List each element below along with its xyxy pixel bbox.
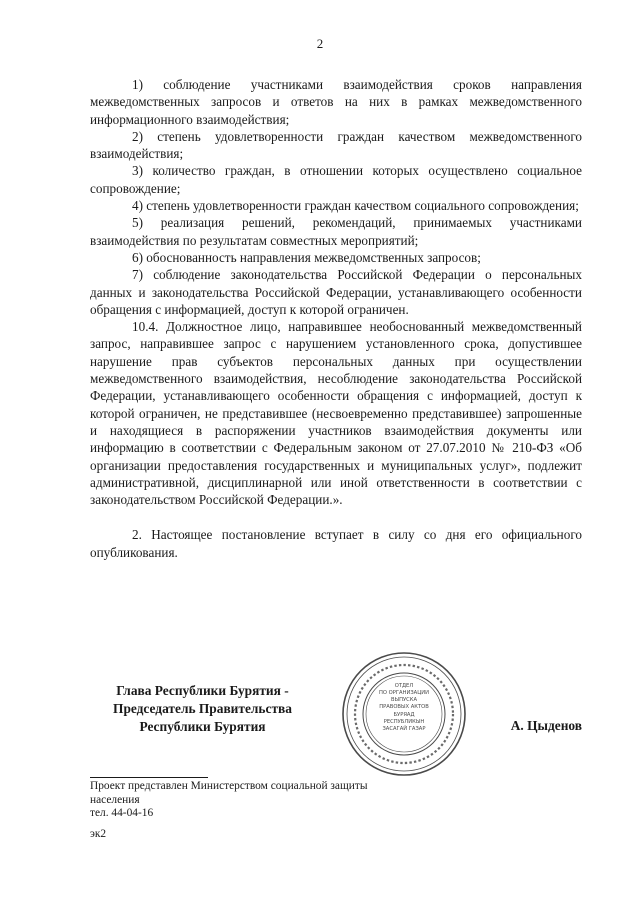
footnote — [90, 780, 430, 821]
official-seal — [338, 650, 470, 778]
signatory-title-line: Республики Бурятия — [139, 719, 266, 734]
paragraph-item-6: 6) обоснованность направления межведомственных запросов; — [132, 249, 481, 265]
paragraph-item-4: 4) степень удовлетворенности граждан качеством социального сопровождения; — [132, 198, 579, 214]
seal-text: ПРАВОВЫХ АКТОВ — [379, 704, 429, 710]
seal-text: ОТДЕЛ — [394, 683, 414, 689]
footnote-line: Проект представлен Министерством социальной защиты — [90, 780, 368, 792]
paragraph-item-2: 2) степень удовлетворенности граждан качеством межведомственного взаимодействия; — [90, 128, 582, 162]
paragraph-item-1: 1) соблюдение участниками взаимодействия сроков направления межведомственных запросов и ответов на них в рамках межведомственного информационного взаимодействия; — [90, 77, 582, 127]
footnote-divider — [90, 777, 208, 778]
seal-text: ЗАСАГАЙ ГАЗАР — [382, 726, 426, 732]
seal-text: РЕСПУБЛИКЫН — [383, 719, 425, 725]
paragraph-item-7: 7) соблюдение законодательства Российской Федерации о персональных данных и законодательства Российской Федерации, устанавливающего особенности обращения с информацией, доступ к которой ограничен. — [90, 267, 582, 317]
seal-text: БУРЯАД — [393, 712, 415, 718]
paragraph-effective-date: 2. Настоящее постановление вступает в силу со дня его официального опубликования. — [90, 527, 582, 560]
paragraph-10-4: 10.4. Должностное лицо, направившее необоснованный межведомственный запрос, направившее запрос с нарушением установленного срока, допустившее нарушение прав субъектов персональных данных при осуществлении межведомственного взаимодействия, несоблюдение законодательства Российской Федерации, устанавливающего особенности обращения с информацией, доступ к которой ограничен, не представившее (несвоевременно представившее) запрошенные и находящиеся в распоряжении участников взаимодействия документы или информацию в соответствии с Федеральным законом от 27.07.2010 № 210-ФЗ «Об организации предоставления государственных и муниципальных услуг», подлежит административной, дисциплинарной или иной ответственности в соответствии с законодательством Российской Федерации.». — [90, 319, 582, 508]
document-body — [90, 76, 582, 561]
paragraph-item-3: 3) количество граждан, в отношении которых осуществлено социальное сопровождение; — [90, 163, 582, 196]
footnote-line: тел. 44-04-16 — [90, 807, 154, 820]
signatory-title — [90, 682, 315, 736]
footnote-line: населения — [90, 793, 140, 806]
seal-text: ПО ОРГАНИЗАЦИИ — [378, 690, 430, 696]
seal-text: ВЫПУСКА — [390, 697, 418, 703]
signatory-title-line: Председатель Правительства — [113, 701, 292, 716]
page-number: 2 — [316, 36, 324, 51]
signatory-name: А. Цыденов — [510, 718, 582, 733]
paragraph-item-5: 5) реализация решений, рекомендаций, принимаемых участниками взаимодействия по результатам совместных мероприятий; — [90, 215, 582, 248]
signatory-title-line: Глава Республики Бурятия - — [116, 683, 289, 698]
document-code: эк2 — [90, 828, 107, 840]
